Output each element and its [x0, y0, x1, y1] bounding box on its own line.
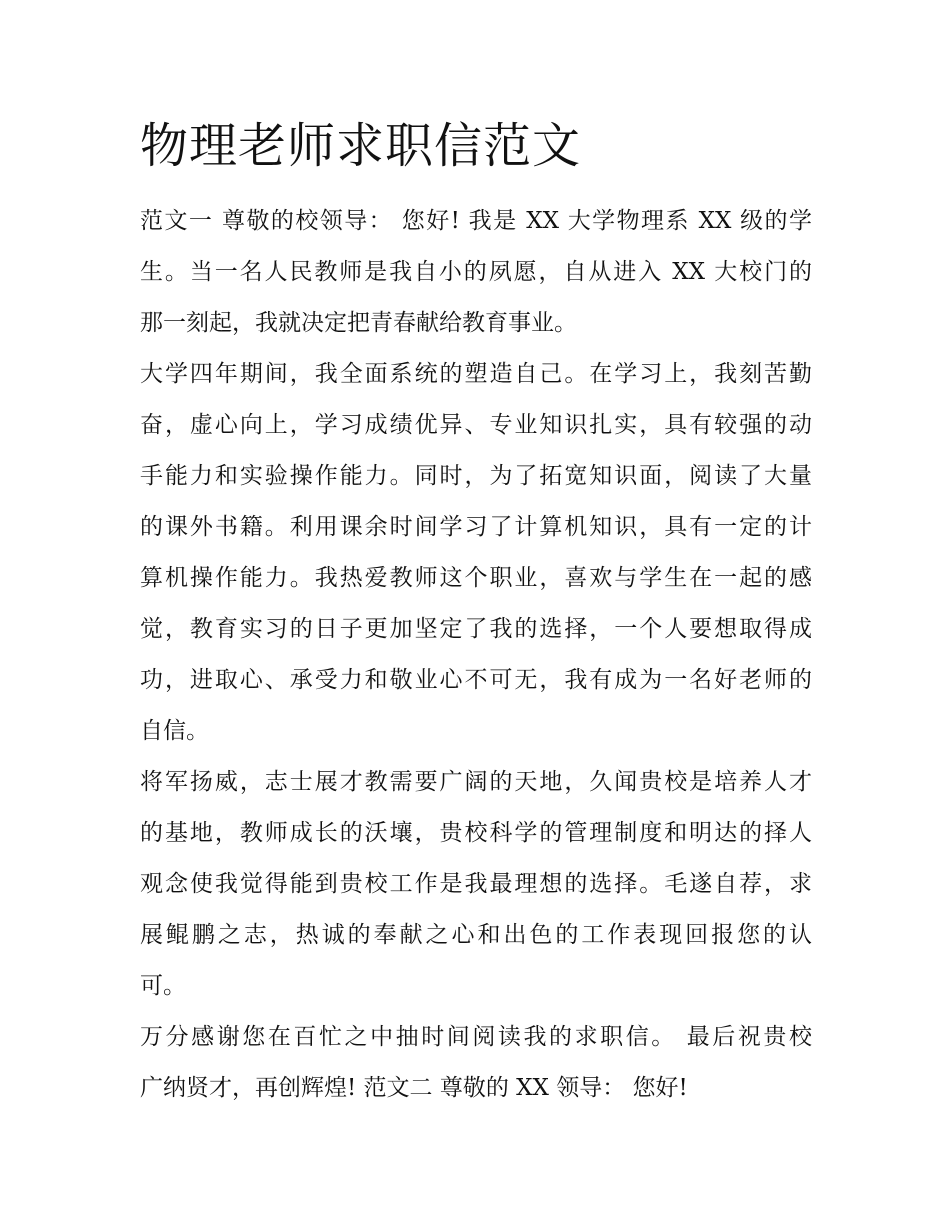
text-line: 手能力和实验操作能力。同时，为了拓宽知识面，阅读了大量 — [140, 463, 812, 489]
text-line: 生。当一名人民教师是我自小的夙愿，自从进入 XX 大校门的 — [140, 259, 812, 285]
paragraph-2 — [140, 349, 812, 757]
text-line: 算机操作能力。我热爱教师这个职业，喜欢与学生在一起的感 — [140, 565, 812, 591]
text-line: 那一刻起，我就决定把青春献给教育事业。 — [140, 310, 577, 336]
text-line: 大学四年期间，我全面系统的塑造自己。在学习上，我刻苦勤 — [140, 361, 812, 387]
text-line: 可。 — [140, 973, 186, 999]
text-line: 观念使我觉得能到贵校工作是我最理想的选择。毛遂自荐，求 — [140, 871, 812, 897]
text-line: 的课外书籍。利用课余时间学习了计算机知识，具有一定的计 — [140, 514, 812, 540]
text-line: 展鲲鹏之志，热诚的奉献之心和出色的工作表现回报您的认 — [140, 922, 812, 948]
text-line: 功，进取心、承受力和敬业心不可无，我有成为一名好老师的 — [140, 667, 812, 693]
text-line: 自信。 — [140, 718, 209, 744]
text-line: 觉，教育实习的日子更加坚定了我的选择，一个人要想取得成 — [140, 616, 812, 642]
text-line: 奋，虚心向上，学习成绩优异、专业知识扎实，具有较强的动 — [140, 412, 812, 438]
text-line: 的基地，教师成长的沃壤，贵校科学的管理制度和明达的择人 — [140, 820, 812, 846]
text-line: 将军扬威，志士展才教需要广阔的天地，久闻贵校是培养人才 — [140, 769, 812, 795]
text-line: 广纳贤才，再创辉煌! 范文二 尊敬的 XX 领导： 您好! — [140, 1075, 688, 1101]
paragraph-4 — [140, 1012, 812, 1114]
paragraph-3 — [140, 757, 812, 1012]
document-page — [140, 110, 812, 1114]
text-line: 范文一 尊敬的校领导： 您好! 我是 XX 大学物理系 XX 级的学 — [140, 208, 812, 234]
document-title: 物理老师求职信范文 — [140, 118, 582, 174]
text-line: 万分感谢您在百忙之中抽时间阅读我的求职信。 最后祝贵校 — [140, 1024, 812, 1050]
paragraph-1 — [140, 196, 812, 349]
